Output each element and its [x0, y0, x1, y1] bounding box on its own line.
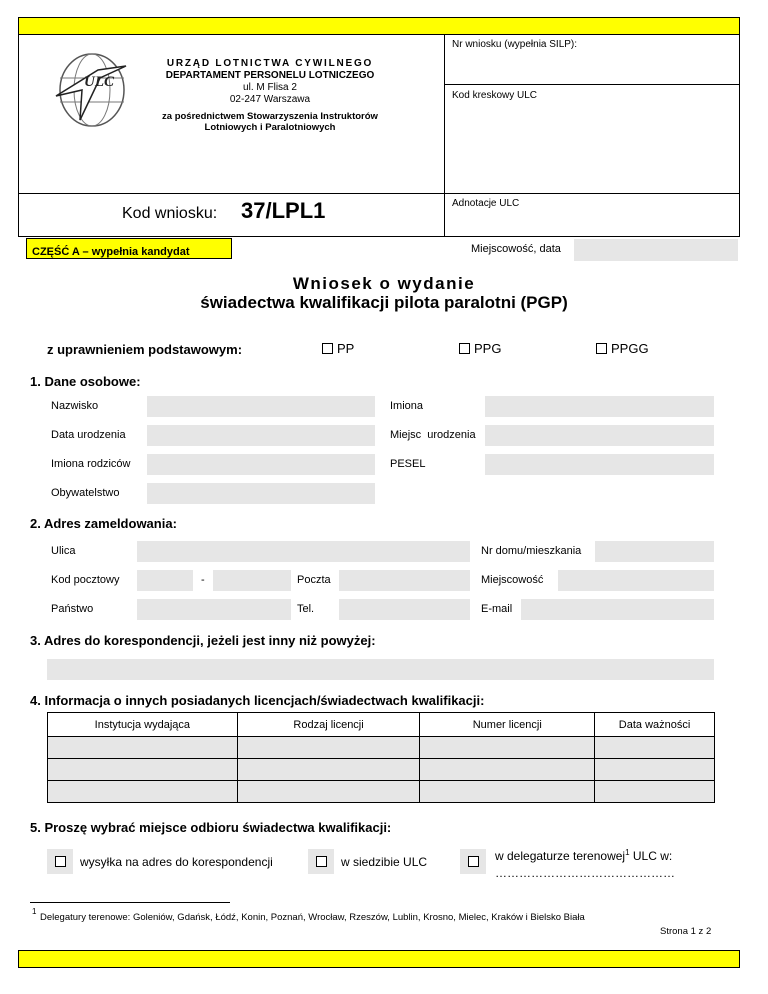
ppgg-label: PPGG	[611, 341, 649, 356]
imiona-label: Imiona	[390, 400, 424, 412]
ulica-field[interactable]	[137, 541, 470, 562]
miejscowosc-field[interactable]	[558, 570, 714, 591]
delegatura-ulc: ULC w:	[629, 849, 673, 863]
ppgg-checkbox[interactable]	[596, 343, 607, 354]
panstwo-field[interactable]	[137, 599, 291, 620]
header-divider-horizontal	[18, 193, 445, 194]
header-divider-vertical	[444, 35, 445, 237]
col-instytucja: Instytucja wydająca	[48, 713, 238, 737]
license-cell[interactable]	[420, 781, 595, 803]
adnotacje-label: Adnotacje ULC	[452, 198, 520, 209]
footnote-ref: 1	[625, 848, 630, 857]
intermediary-line2: Lotniowych i Paralotniowych	[204, 122, 336, 133]
authority-name: URZĄD LOTNICTWA CYWILNEGO	[166, 58, 374, 69]
table-row	[48, 759, 715, 781]
page-number: Strona 1 z 2	[660, 926, 712, 937]
imiona-rodzicow-field[interactable]	[147, 454, 375, 475]
code-value: 37/LPL1	[241, 198, 326, 223]
license-cell[interactable]	[237, 759, 420, 781]
imiona-rodzicow-label: Imiona rodziców	[51, 458, 131, 470]
col-numer: Numer licencji	[420, 713, 595, 737]
nazwisko-label: Nazwisko	[51, 400, 99, 412]
form-title-line2: świadectwa kwalifikacji pilota paralotni (PGP)	[200, 293, 568, 312]
checkbox-square	[55, 856, 66, 867]
licenses-table	[47, 712, 715, 803]
panstwo-label: Państwo	[51, 603, 94, 615]
table-row	[48, 737, 715, 759]
nazwisko-field[interactable]	[147, 396, 375, 417]
place-date-field[interactable]	[574, 239, 738, 261]
delegatura-dots: ………………………………………	[495, 866, 675, 880]
license-cell[interactable]	[48, 759, 238, 781]
option-wysylka-label: wysyłka na adres do korespondencji	[80, 855, 273, 869]
option-siedziba-label: w siedzibie ULC	[341, 855, 428, 869]
license-cell[interactable]	[595, 737, 715, 759]
imiona-field[interactable]	[485, 396, 714, 417]
nr-wniosku-label: Nr wniosku (wypełnia SILP):	[452, 39, 578, 50]
city-address: 02-247 Warszawa	[229, 94, 311, 105]
license-cell[interactable]	[420, 737, 595, 759]
intermediary-line1: za pośrednictwem Stowarzyszenia Instruktorów	[162, 111, 378, 122]
option-siedziba-checkbox[interactable]	[308, 849, 334, 874]
license-cell[interactable]	[595, 759, 715, 781]
kod-kreskowy-label: Kod kreskowy ULC	[452, 90, 538, 101]
license-cell[interactable]	[237, 781, 420, 803]
pesel-label: PESEL	[390, 458, 426, 470]
section4-title: 4. Informacja o innych posiadanych licencjach/świadectwach kwalifikacji:	[30, 693, 485, 708]
right-divider-1	[444, 84, 740, 85]
option-delegatura-checkbox[interactable]	[460, 849, 486, 874]
code-label: Kod wniosku:	[122, 205, 218, 222]
license-cell[interactable]	[595, 781, 715, 803]
poczta-field[interactable]	[339, 570, 470, 591]
col-data: Data ważności	[595, 713, 715, 737]
obywatelstwo-field[interactable]	[147, 483, 375, 504]
ulica-label: Ulica	[51, 545, 76, 557]
poczta-label: Poczta	[297, 574, 331, 586]
pp-label: PP	[337, 341, 355, 356]
option-delegatura-label	[495, 848, 672, 863]
license-cell[interactable]	[420, 759, 595, 781]
privilege-pp[interactable]	[322, 341, 354, 356]
pp-checkbox[interactable]	[322, 343, 333, 354]
pesel-field[interactable]	[485, 454, 714, 475]
email-label: E-mail	[481, 603, 513, 615]
postcode-dash: -	[201, 574, 205, 586]
street-address: ul. M Flisa 2	[243, 82, 297, 93]
option-wysylka-checkbox[interactable]	[47, 849, 73, 874]
kod-pocztowy-label: Kod pocztowy	[51, 574, 120, 586]
miejsce-urodzenia-label: Miejsc urodzenia	[390, 429, 476, 441]
right-divider-2	[444, 193, 740, 194]
tel-label: Tel.	[297, 603, 315, 615]
svg-text:ULC: ULC	[84, 74, 114, 90]
part-a-label: CZĘŚĆ A – wypełnia kandydat	[32, 246, 190, 258]
kod-pocztowy-field-2[interactable]	[213, 570, 291, 591]
licenses-header-row	[48, 713, 715, 737]
privilege-ppgg[interactable]	[596, 341, 649, 356]
privileges-label: z uprawnieniem podstawowym:	[47, 342, 243, 357]
section3-title: 3. Adres do korespondencji, jeżeli jest inny niż powyżej:	[30, 633, 376, 648]
miejscowosc-label: Miejscowość	[481, 574, 544, 586]
table-row	[48, 781, 715, 803]
miejsce-urodzenia-field[interactable]	[485, 425, 714, 446]
footnote-mark: 1	[32, 907, 37, 916]
nr-domu-label: Nr domu/mieszkania	[481, 545, 582, 557]
part-a-badge	[26, 238, 232, 259]
data-urodzenia-label: Data urodzenia	[51, 429, 126, 441]
bottom-bar	[18, 950, 740, 968]
korespondencja-field[interactable]	[47, 659, 714, 680]
footnote-text: Delegatury terenowe: Goleniów, Gdańsk, Łódź, Konin, Poznań, Wrocław, Rzeszów, Lublin, Krosno, Mielec, Kraków i Bielsko Biała	[40, 912, 585, 923]
col-rodzaj: Rodzaj licencji	[237, 713, 420, 737]
license-cell[interactable]	[48, 781, 238, 803]
section1-title: 1. Dane osobowe:	[30, 374, 141, 389]
kod-pocztowy-field-1[interactable]	[137, 570, 193, 591]
tel-field[interactable]	[339, 599, 470, 620]
license-cell[interactable]	[48, 737, 238, 759]
license-cell[interactable]	[237, 737, 420, 759]
form-title-line1: Wniosek o wydanie	[292, 274, 476, 293]
data-urodzenia-field[interactable]	[147, 425, 375, 446]
ppg-checkbox[interactable]	[459, 343, 470, 354]
nr-domu-field[interactable]	[595, 541, 714, 562]
checkbox-square	[316, 856, 327, 867]
top-bar	[18, 17, 740, 35]
checkbox-square	[468, 856, 479, 867]
email-field[interactable]	[521, 599, 714, 620]
footnote-divider	[30, 902, 230, 903]
ppg-label: PPG	[474, 341, 502, 356]
obywatelstwo-label: Obywatelstwo	[51, 487, 120, 499]
privilege-ppg[interactable]	[459, 341, 501, 356]
delegatura-text: w delegaturze terenowej	[495, 849, 626, 863]
department-name: DEPARTAMENT PERSONELU LOTNICZEGO	[165, 70, 375, 81]
section5-title: 5. Proszę wybrać miejsce odbioru świadectwa kwalifikacji:	[30, 820, 392, 835]
section2-title: 2. Adres zameldowania:	[30, 516, 177, 531]
place-date-label: Miejscowość, data	[471, 243, 561, 255]
